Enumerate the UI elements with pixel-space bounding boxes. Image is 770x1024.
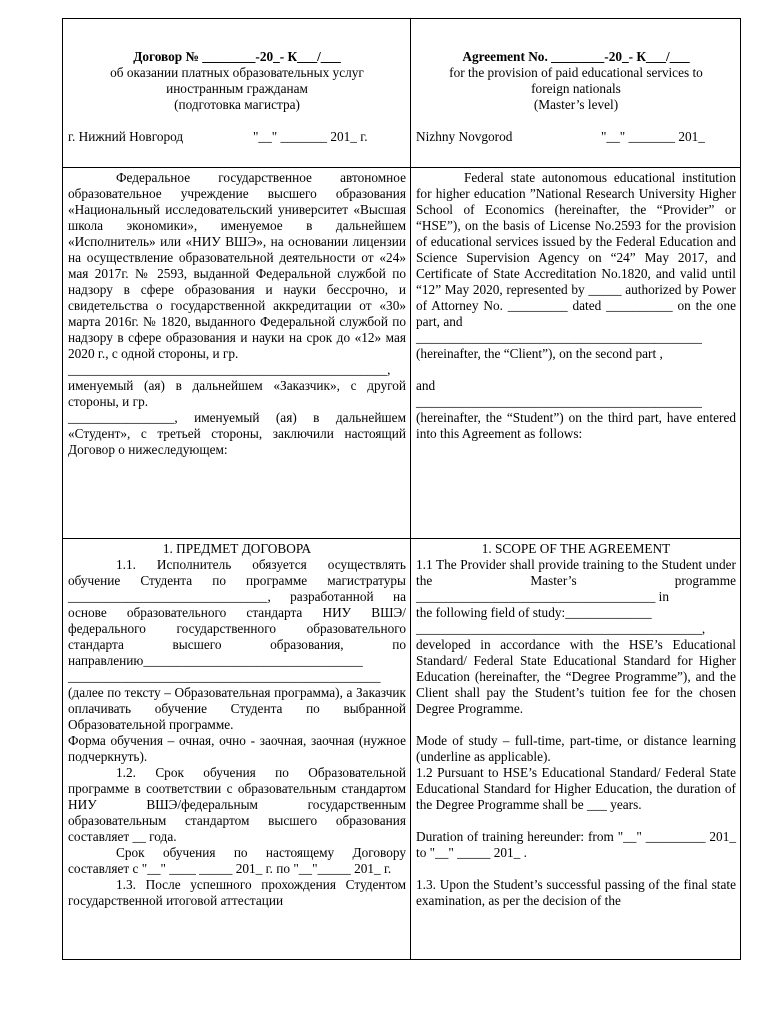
section1-en	[411, 539, 740, 959]
field-of-study-en: the following field of study:_____________	[416, 605, 652, 620]
clause-1-3-en: 1.3. Upon the Student’s successful passing of the final state examination, as per the decision of the	[416, 877, 736, 908]
parties-ru-p3: ________________, именуемый (ая) в дальнейшем «Студент», с третьей стороны, заключили настоящий Договор о нижеследующем:	[68, 410, 406, 457]
clause-1-2-ru: 1.2. Срок обучения по Образовательной программе в соответствии с образовательным стандартом НИУ ВШЭ/федеральным государственным образовательным стандартом высшего образования составляет __ года.	[68, 765, 406, 844]
term-ru: Срок обучения по настоящему Договору составляет с "__" ____ _____ 201_ г. по "__"_____ 201_ г.	[68, 845, 406, 876]
parties-en	[411, 168, 740, 538]
title-en: Agreement No. ________-20_- К___/___	[462, 49, 690, 64]
header-en	[411, 19, 740, 167]
city-en: Nizhny Novgorod	[416, 129, 513, 144]
header-ru	[63, 19, 411, 167]
section1-heading-en: 1. SCOPE OF THE AGREEMENT	[481, 541, 671, 556]
study-mode-ru: Форма обучения – очная, очно - заочная, заочная (нужное подчеркнуть).	[68, 733, 406, 764]
section1-ru	[63, 539, 411, 959]
section1-heading-ru: 1. ПРЕДМЕТ ДОГОВОРА	[162, 541, 312, 556]
city-date-ru	[68, 129, 406, 145]
subtitle-en-1: for the provision of paid educational services to	[449, 65, 703, 80]
clause-1-1-en: 1.1 The Provider shall provide training to the Student under the Master’s programme ____________________________________ in	[416, 557, 736, 604]
subtitle-ru-2: иностранным гражданам	[166, 81, 308, 96]
subtitle-ru-1: об оказании платных образовательных услуг	[110, 65, 364, 80]
city-ru: г. Нижний Новгород	[68, 129, 184, 144]
date-en: "__" _______ 201_	[601, 129, 705, 144]
clause-1-3-ru: 1.3. После успешного прохождения Студентом государственной итоговой аттестации	[68, 877, 406, 908]
term-en: Duration of training hereunder: from "__" _________ 201_ to "__" _____ 201_ .	[416, 829, 736, 860]
subtitle-ru-3: (подготовка магистра)	[174, 97, 300, 112]
parties-en-p1: Federal state autonomous educational institution for higher education ”National Research University Higher School of Economics (hereinafter, the “Provider” or “HSE”), on the basis of License No.2593 for the provision of educational services issued by the Federal Education and Science Supervision Agency on “24” May 2017, and Certificate of State Accreditation No.1820, and valid until “12” May 2020, represented by _____ authorized by Power of Attorney No. _________ dated __________ on the one part, and	[416, 170, 736, 329]
study-mode-en: Mode of study – full-time, part-time, or distance learning (underline as applicable).	[416, 733, 736, 764]
parties-en-line2: ___________________________________________	[416, 394, 702, 409]
parties-ru-p1: Федеральное государственное автономное образовательное учреждение высшего образования «Национальный исследовательский университет «Высшая школа экономики», именуемое в дальнейшем «Исполнитель» или «НИУ ВШЭ», на основании лицензии на осуществление образовательной деятельности от «24» мая 2017г. № 2593, выданной Федеральной службой по надзору в сфере образования и науки бессрочно, и свидетельства о государственной аккредитации от «30» марта 2016г. № 1820, выданного Федеральной службой по надзору в сфере образования и науки на срок до «12» мая 2020 г., с одной стороны, и гр.	[68, 170, 406, 361]
header-row	[63, 19, 740, 168]
parties-ru-p2: ________________________________________________, именуемый (ая) в дальнейшем «Заказчик», с другой стороны, и гр.	[68, 362, 406, 409]
clause-1-1-ru: 1.1. Исполнитель обязуется осуществлять обучение Студента по программе магистратуры ______________________________, разработанной на основе образовательного стандарта НИУ ВШЭ/федерального государственного образовательного стандарта высшего образования, по направлению_________________________________	[68, 557, 406, 668]
agreement-document	[62, 18, 741, 960]
city-date-en	[416, 129, 736, 145]
clause-1-1-ru-line: _______________________________________________	[68, 669, 381, 684]
title-ru: Договор № ________-20_- К___/___	[133, 49, 341, 64]
parties-en-line1: ___________________________________________	[416, 330, 702, 345]
date-ru: "__" _______ 201_ г.	[253, 129, 368, 144]
parties-en-and: and	[416, 378, 436, 393]
section1-row	[63, 539, 740, 959]
parties-row	[63, 168, 740, 539]
subtitle-en-3: (Master’s level)	[533, 97, 619, 112]
clause-1-1-ru-cont: (далее по тексту – Образовательная программа), а Заказчик оплачивать обучение Студента по выбранной Образовательной программе.	[68, 685, 406, 732]
parties-en-p2: (hereinafter, the “Client”), on the second part ,	[416, 346, 663, 361]
subtitle-en-2: foreign nationals	[531, 81, 621, 96]
clause-1-1-en-cont: developed in accordance with the HSE’s Educational Standard/ Federal State Educational Standard for Higher Education (hereinafter, the “Degree Programme”), and the Client shall pay the Student’s tuition fee for the chosen Degree Programme.	[416, 637, 736, 716]
parties-ru	[63, 168, 411, 538]
clause-1-1-en-line: ___________________________________________,	[416, 621, 706, 636]
parties-en-p3: (hereinafter, the “Student”) on the third part, have entered into this Agreement as follows:	[416, 410, 736, 441]
clause-1-2-en: 1.2 Pursuant to HSE’s Educational Standard/ Federal State Educational Standard for Higher Education, the duration of the Degree Programme shall be ___ years.	[416, 765, 736, 812]
